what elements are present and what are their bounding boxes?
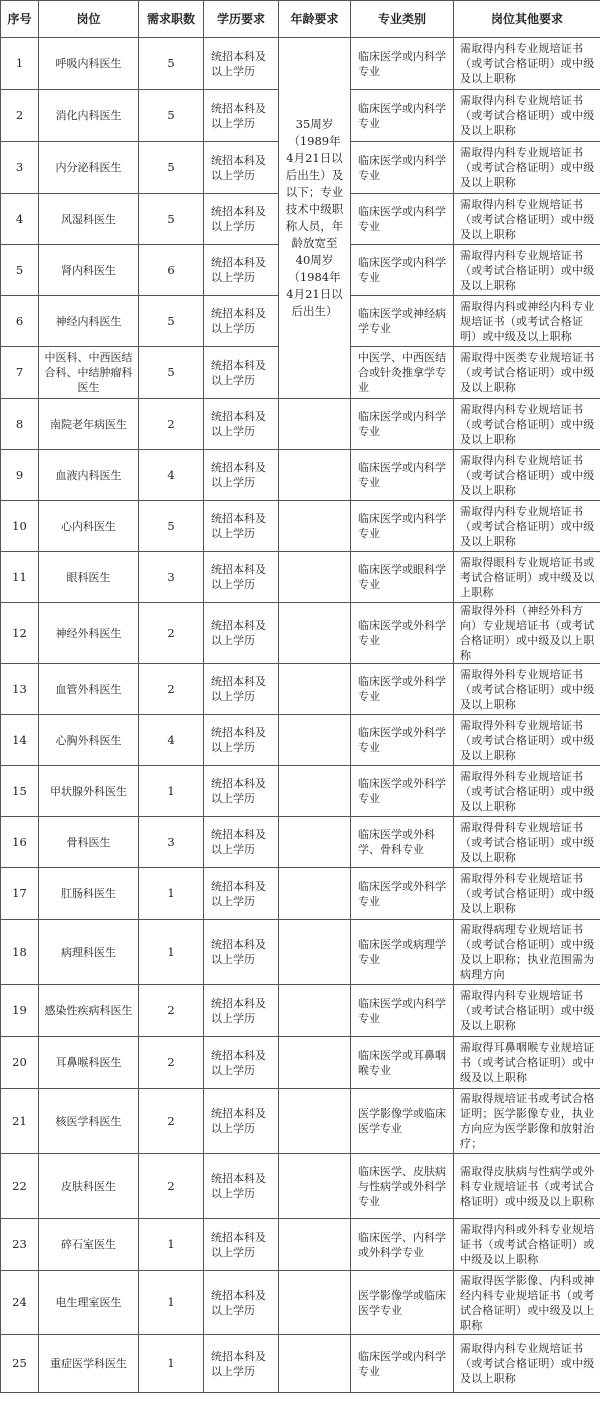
cell-education: 统招本科及以上学历 bbox=[204, 817, 279, 868]
cell-no: 24 bbox=[1, 1271, 39, 1335]
cell-no: 12 bbox=[1, 603, 39, 664]
cell-no: 2 bbox=[1, 90, 39, 142]
cell-no: 17 bbox=[1, 868, 39, 920]
cell-count: 2 bbox=[139, 664, 204, 715]
cell-age-empty bbox=[279, 1037, 351, 1089]
cell-count: 3 bbox=[139, 552, 204, 603]
cell-count: 3 bbox=[139, 817, 204, 868]
cell-count: 5 bbox=[139, 194, 204, 245]
cell-no: 8 bbox=[1, 399, 39, 450]
cell-no: 13 bbox=[1, 664, 39, 715]
cell-no: 10 bbox=[1, 501, 39, 552]
cell-other: 需取得外科专业规培证书（或考试合格证明）或中级及以上职称 bbox=[454, 664, 600, 715]
table-row bbox=[1, 1037, 600, 1089]
cell-no: 4 bbox=[1, 194, 39, 245]
cell-age-empty bbox=[279, 766, 351, 817]
cell-other: 需取得内科专业规培证书（或考试合格证明）或中级及以上职称 bbox=[454, 90, 600, 142]
cell-education: 统招本科及以上学历 bbox=[204, 603, 279, 664]
cell-education: 统招本科及以上学历 bbox=[204, 347, 279, 399]
cell-other: 需取得内科专业规培证书（或考试合格证明）或中级及以上职称 bbox=[454, 194, 600, 245]
cell-post: 感染性疾病科医生 bbox=[39, 985, 139, 1037]
cell-major: 临床医学、皮肤病与性病学或外科学专业 bbox=[351, 1154, 454, 1219]
cell-major: 临床医学、内科学或外科学专业 bbox=[351, 1219, 454, 1271]
cell-major: 临床医学或外科学专业 bbox=[351, 766, 454, 817]
cell-major: 临床医学或内科学专业 bbox=[351, 142, 454, 194]
header-no: 序号 bbox=[1, 1, 39, 38]
cell-post: 骨科医生 bbox=[39, 817, 139, 868]
cell-age-empty bbox=[279, 715, 351, 766]
cell-age-requirement: 35周岁（1989年4月21日以后出生）及以下；专业技术中级职称人员，年龄放宽至40周岁（1984年4月21日以后出生） bbox=[279, 38, 351, 399]
cell-education: 统招本科及以上学历 bbox=[204, 715, 279, 766]
cell-post: 核医学科医生 bbox=[39, 1089, 139, 1154]
cell-no: 16 bbox=[1, 817, 39, 868]
cell-no: 1 bbox=[1, 38, 39, 90]
table-row bbox=[1, 450, 600, 501]
cell-major: 临床医学或神经病学专业 bbox=[351, 296, 454, 347]
cell-age-empty bbox=[279, 817, 351, 868]
cell-count: 4 bbox=[139, 715, 204, 766]
cell-no: 7 bbox=[1, 347, 39, 399]
cell-post: 血管外科医生 bbox=[39, 664, 139, 715]
cell-age-empty bbox=[279, 1154, 351, 1219]
cell-education: 统招本科及以上学历 bbox=[204, 868, 279, 920]
cell-major: 临床医学或内科学专业 bbox=[351, 985, 454, 1037]
cell-age-empty bbox=[279, 603, 351, 664]
cell-age-empty bbox=[279, 664, 351, 715]
cell-count: 4 bbox=[139, 450, 204, 501]
cell-count: 1 bbox=[139, 766, 204, 817]
cell-major: 临床医学或外科学专业 bbox=[351, 715, 454, 766]
cell-no: 25 bbox=[1, 1335, 39, 1393]
cell-no: 19 bbox=[1, 985, 39, 1037]
cell-other: 需取得内科专业规培证书（或考试合格证明）或中级及以上职称 bbox=[454, 985, 600, 1037]
cell-post: 眼科医生 bbox=[39, 552, 139, 603]
cell-post: 神经外科医生 bbox=[39, 603, 139, 664]
table-row bbox=[1, 603, 600, 664]
cell-other: 需取得内科专业规培证书（或考试合格证明）或中级及以上职称 bbox=[454, 38, 600, 90]
cell-other: 需取得内科专业规培证书（或考试合格证明）或中级及以上职称 bbox=[454, 501, 600, 552]
table-row bbox=[1, 985, 600, 1037]
cell-education: 统招本科及以上学历 bbox=[204, 399, 279, 450]
cell-age-empty bbox=[279, 868, 351, 920]
cell-age-empty bbox=[279, 985, 351, 1037]
cell-other: 需取得内科专业规培证书（或考试合格证明）或中级及以上职称 bbox=[454, 245, 600, 296]
table-row bbox=[1, 1089, 600, 1154]
cell-major: 临床医学或内科学专业 bbox=[351, 399, 454, 450]
cell-major: 临床医学或内科学专业 bbox=[351, 1335, 454, 1393]
cell-age-empty bbox=[279, 1089, 351, 1154]
cell-major: 临床医学或内科学专业 bbox=[351, 38, 454, 90]
cell-education: 统招本科及以上学历 bbox=[204, 245, 279, 296]
cell-education: 统招本科及以上学历 bbox=[204, 142, 279, 194]
cell-no: 3 bbox=[1, 142, 39, 194]
cell-major: 临床医学或内科学专业 bbox=[351, 450, 454, 501]
cell-other: 需取得内科专业规培证书（或考试合格证明）或中级及以上职称 bbox=[454, 142, 600, 194]
cell-other: 需取得皮肤病与性病学或外科专业规培证书（或考试合格证明）或中级及以上职称 bbox=[454, 1154, 600, 1219]
cell-education: 统招本科及以上学历 bbox=[204, 1089, 279, 1154]
cell-no: 22 bbox=[1, 1154, 39, 1219]
cell-count: 2 bbox=[139, 399, 204, 450]
cell-other: 需取得眼科专业规培证书或考试合格证明）或中级及以上职称 bbox=[454, 552, 600, 603]
cell-education: 统招本科及以上学历 bbox=[204, 1271, 279, 1335]
cell-other: 需取得中医类专业规培证书（或考试合格证明）或中级及以上职称 bbox=[454, 347, 600, 399]
table-row bbox=[1, 715, 600, 766]
header-other: 岗位其他要求 bbox=[454, 1, 600, 38]
cell-other: 需取得内科专业规培证书（或考试合格证明）或中级及以上职称 bbox=[454, 399, 600, 450]
cell-count: 1 bbox=[139, 1335, 204, 1393]
cell-count: 2 bbox=[139, 985, 204, 1037]
cell-major: 临床医学或内科学专业 bbox=[351, 194, 454, 245]
table-row bbox=[1, 399, 600, 450]
cell-education: 统招本科及以上学历 bbox=[204, 766, 279, 817]
cell-post: 病理科医生 bbox=[39, 920, 139, 985]
cell-no: 14 bbox=[1, 715, 39, 766]
cell-major: 临床医学或外科学专业 bbox=[351, 603, 454, 664]
cell-post: 心内科医生 bbox=[39, 501, 139, 552]
cell-count: 1 bbox=[139, 868, 204, 920]
cell-count: 5 bbox=[139, 347, 204, 399]
table-row bbox=[1, 1271, 600, 1335]
cell-major: 临床医学或外科学专业 bbox=[351, 868, 454, 920]
cell-post: 呼吸内科医生 bbox=[39, 38, 139, 90]
cell-major: 临床医学或外科学、骨科专业 bbox=[351, 817, 454, 868]
cell-no: 20 bbox=[1, 1037, 39, 1089]
table-row bbox=[1, 920, 600, 985]
cell-other: 需取得内科或外科专业规培证书（或考试合格证明）或中级及以上职称 bbox=[454, 1219, 600, 1271]
cell-education: 统招本科及以上学历 bbox=[204, 38, 279, 90]
table-row bbox=[1, 501, 600, 552]
cell-post: 肾内科医生 bbox=[39, 245, 139, 296]
cell-education: 统招本科及以上学历 bbox=[204, 296, 279, 347]
table-row bbox=[1, 817, 600, 868]
cell-post: 内分泌科医生 bbox=[39, 142, 139, 194]
cell-major: 临床医学或病理学专业 bbox=[351, 920, 454, 985]
cell-education: 统招本科及以上学历 bbox=[204, 194, 279, 245]
cell-major: 临床医学或内科学专业 bbox=[351, 501, 454, 552]
table-row bbox=[1, 766, 600, 817]
cell-other: 需取得外科专业规培证书（或考试合格证明）或中级及以上职称 bbox=[454, 766, 600, 817]
cell-count: 1 bbox=[139, 920, 204, 985]
cell-post: 电生理室医生 bbox=[39, 1271, 139, 1335]
header-row bbox=[1, 1, 600, 38]
cell-education: 统招本科及以上学历 bbox=[204, 90, 279, 142]
cell-no: 15 bbox=[1, 766, 39, 817]
cell-education: 统招本科及以上学历 bbox=[204, 985, 279, 1037]
table-row bbox=[1, 1219, 600, 1271]
cell-count: 2 bbox=[139, 1154, 204, 1219]
cell-education: 统招本科及以上学历 bbox=[204, 1154, 279, 1219]
cell-age-empty bbox=[279, 399, 351, 450]
cell-no: 23 bbox=[1, 1219, 39, 1271]
cell-post: 风湿科医生 bbox=[39, 194, 139, 245]
header-education: 学历要求 bbox=[204, 1, 279, 38]
cell-post: 心胸外科医生 bbox=[39, 715, 139, 766]
cell-education: 统招本科及以上学历 bbox=[204, 1219, 279, 1271]
cell-count: 5 bbox=[139, 142, 204, 194]
cell-education: 统招本科及以上学历 bbox=[204, 1335, 279, 1393]
table-row bbox=[1, 868, 600, 920]
cell-education: 统招本科及以上学历 bbox=[204, 664, 279, 715]
cell-count: 2 bbox=[139, 1089, 204, 1154]
cell-count: 5 bbox=[139, 296, 204, 347]
cell-age-empty bbox=[279, 552, 351, 603]
cell-education: 统招本科及以上学历 bbox=[204, 501, 279, 552]
cell-age-empty bbox=[279, 1271, 351, 1335]
cell-other: 需取得外科（神经外科方向）专业规培证书（或考试合格证明）或中级及以上职称 bbox=[454, 603, 600, 664]
cell-major: 临床医学或耳鼻咽喉专业 bbox=[351, 1037, 454, 1089]
cell-post: 神经内科医生 bbox=[39, 296, 139, 347]
table-row bbox=[1, 38, 600, 90]
cell-other: 需取得外科专业规培证书（或考试合格证明）或中级及以上职称 bbox=[454, 715, 600, 766]
cell-count: 5 bbox=[139, 501, 204, 552]
cell-other: 需取得病理专业规培证书（或考试合格证明）或中级及以上职称；执业范围需为病理方向 bbox=[454, 920, 600, 985]
cell-age-empty bbox=[279, 1219, 351, 1271]
header-age: 年龄要求 bbox=[279, 1, 351, 38]
cell-age-empty bbox=[279, 450, 351, 501]
cell-post: 重症医学科医生 bbox=[39, 1335, 139, 1393]
cell-count: 2 bbox=[139, 1037, 204, 1089]
cell-major: 临床医学或眼科学专业 bbox=[351, 552, 454, 603]
cell-major: 临床医学或内科学专业 bbox=[351, 90, 454, 142]
cell-count: 2 bbox=[139, 603, 204, 664]
cell-count: 1 bbox=[139, 1219, 204, 1271]
header-post: 岗位 bbox=[39, 1, 139, 38]
cell-no: 6 bbox=[1, 296, 39, 347]
cell-post: 血液内科医生 bbox=[39, 450, 139, 501]
cell-education: 统招本科及以上学历 bbox=[204, 450, 279, 501]
cell-post: 肛肠科医生 bbox=[39, 868, 139, 920]
cell-post: 消化内科医生 bbox=[39, 90, 139, 142]
table-row bbox=[1, 1154, 600, 1219]
cell-education: 统招本科及以上学历 bbox=[204, 1037, 279, 1089]
table-row bbox=[1, 1335, 600, 1393]
cell-post: 南院老年病医生 bbox=[39, 399, 139, 450]
cell-other: 需取得内科专业规培证书（或考试合格证明）或中级及以上职称 bbox=[454, 1335, 600, 1393]
cell-post: 甲状腺外科医生 bbox=[39, 766, 139, 817]
cell-no: 9 bbox=[1, 450, 39, 501]
cell-no: 5 bbox=[1, 245, 39, 296]
cell-education: 统招本科及以上学历 bbox=[204, 920, 279, 985]
cell-no: 21 bbox=[1, 1089, 39, 1154]
cell-other: 需取得内科专业规培证书（或考试合格证明）或中级及以上职称 bbox=[454, 450, 600, 501]
cell-post: 碎石室医生 bbox=[39, 1219, 139, 1271]
cell-age-empty bbox=[279, 920, 351, 985]
cell-post: 皮肤科医生 bbox=[39, 1154, 139, 1219]
cell-count: 5 bbox=[139, 38, 204, 90]
cell-count: 1 bbox=[139, 1271, 204, 1335]
cell-no: 11 bbox=[1, 552, 39, 603]
header-major: 专业类别 bbox=[351, 1, 454, 38]
cell-no: 18 bbox=[1, 920, 39, 985]
table-row bbox=[1, 664, 600, 715]
cell-post: 中医科、中西医结合科、中结肿瘤科医生 bbox=[39, 347, 139, 399]
cell-count: 5 bbox=[139, 90, 204, 142]
cell-major: 医学影像学或临床医学专业 bbox=[351, 1271, 454, 1335]
cell-major: 临床医学或内科学专业 bbox=[351, 245, 454, 296]
cell-major: 中医学、中西医结合或针灸推拿学专业 bbox=[351, 347, 454, 399]
header-count: 需求职数 bbox=[139, 1, 204, 38]
cell-post: 耳鼻喉科医生 bbox=[39, 1037, 139, 1089]
cell-major: 医学影像学或临床医学专业 bbox=[351, 1089, 454, 1154]
cell-other: 需取得医学影像、内科或神经内科专业规培证书（或考试合格证明）或中级及以上职称 bbox=[454, 1271, 600, 1335]
cell-count: 6 bbox=[139, 245, 204, 296]
cell-other: 需取得外科专业规培证书（或考试合格证明）或中级及以上职称 bbox=[454, 868, 600, 920]
cell-major: 临床医学或外科学专业 bbox=[351, 664, 454, 715]
cell-other: 需取得内科或神经内科专业规培证书（或考试合格证明）或中级及以上职称 bbox=[454, 296, 600, 347]
cell-age-empty bbox=[279, 1335, 351, 1393]
cell-other: 需取得规培证书或考试合格证明；医学影像专业，执业方向应为医学影像和放射治疗； bbox=[454, 1089, 600, 1154]
cell-other: 需取得骨科专业规培证书（或考试合格证明）或中级及以上职称 bbox=[454, 817, 600, 868]
cell-age-empty bbox=[279, 501, 351, 552]
cell-education: 统招本科及以上学历 bbox=[204, 552, 279, 603]
cell-other: 需取得耳鼻咽喉专业规培证书（或考试合格证明）或中级及以上职称 bbox=[454, 1037, 600, 1089]
table-row bbox=[1, 552, 600, 603]
